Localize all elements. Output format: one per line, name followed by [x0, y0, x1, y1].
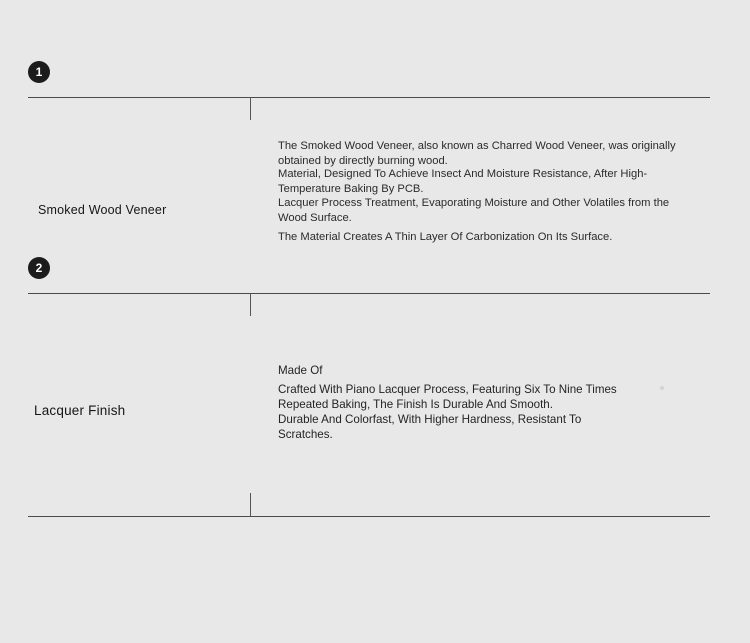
decorative-speck	[660, 386, 664, 390]
section-paragraph-2-3: Durable And Colorfast, With Higher Hardness, Resistant To Scratches.	[278, 413, 582, 441]
section-paragraph-2-1: Made Of	[278, 364, 323, 377]
section-paragraph-1-1: The Smoked Wood Veneer, also known as Charred Wood Veneer, was originally obtained by directly burning wood.	[278, 140, 676, 167]
section-number-badge-1: 1	[28, 61, 50, 83]
section-number-badge-2: 2	[28, 257, 50, 279]
section-paragraph-1-2: Material, Designed To Achieve Insect And Moisture Resistance, After High-Temperature Baking By PCB.	[278, 168, 648, 195]
section-paragraph-1-3: Lacquer Process Treatment, Evaporating Moisture and Other Volatiles from the Wood Surface.	[278, 197, 670, 224]
section-paragraph-2-2: Crafted With Piano Lacquer Process, Featuring Six To Nine Times Repeated Baking, The Finish Is Durable And Smooth.	[278, 383, 617, 411]
column-divider-1	[250, 97, 251, 120]
section-rule-top-1	[28, 97, 710, 98]
section-title-2: Lacquer Finish	[34, 403, 126, 418]
section-rule-top-2	[28, 293, 710, 294]
column-divider-3	[250, 493, 251, 516]
section-rule-bottom	[28, 516, 710, 517]
section-title-1: Smoked Wood Veneer	[38, 203, 167, 217]
section-paragraph-1-4: The Material Creates A Thin Layer Of Carbonization On Its Surface.	[278, 231, 613, 243]
column-divider-2	[250, 293, 251, 316]
